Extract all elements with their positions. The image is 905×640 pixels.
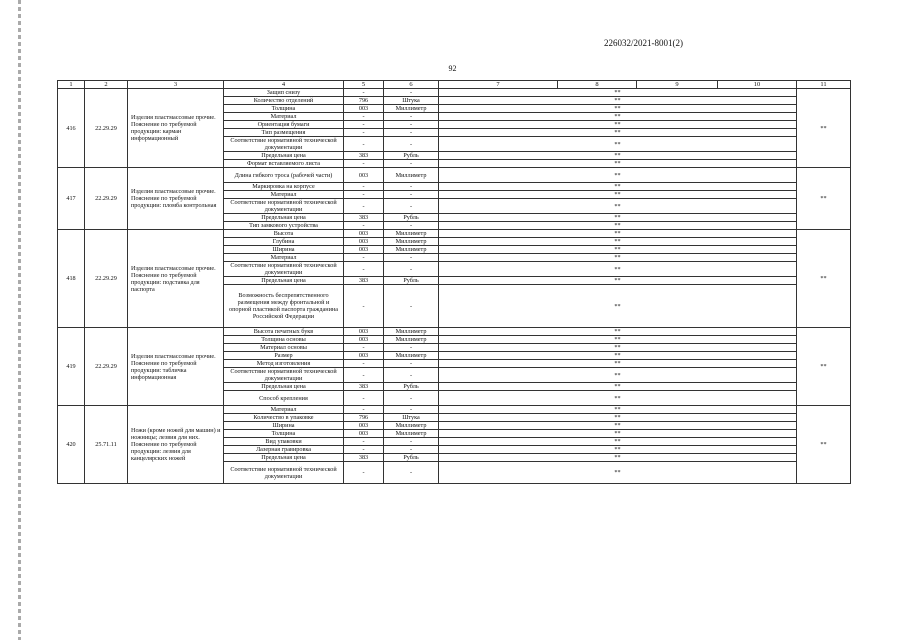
unit-name: -: [384, 438, 439, 446]
okei-code: 003: [344, 422, 384, 430]
okei-code: -: [344, 89, 384, 97]
characteristic-value: **: [439, 336, 797, 344]
unit-name: Рубль: [384, 152, 439, 160]
okei-code: -: [344, 254, 384, 262]
characteristic-name: Толщина: [224, 105, 344, 113]
unit-name: -: [384, 191, 439, 199]
note-cell: **: [797, 230, 851, 328]
unit-name: -: [384, 446, 439, 454]
product-name: Изделия пластмассовые прочие. Пояснение по требуемой продукции: карман информационный: [128, 89, 224, 168]
okei-code: -: [344, 360, 384, 368]
unit-name: -: [384, 391, 439, 406]
okei-code: -: [344, 344, 384, 352]
okei-code: 003: [344, 352, 384, 360]
characteristic-value: **: [439, 414, 797, 422]
document-number: 226032/2021-8001(2): [604, 38, 683, 48]
unit-name: Миллиметр: [384, 336, 439, 344]
header-cell: 8: [558, 81, 637, 89]
unit-name: Штука: [384, 97, 439, 105]
okei-code: -: [344, 191, 384, 199]
header-cell: 7: [439, 81, 558, 89]
table-row: [58, 168, 851, 183]
unit-name: Рубль: [384, 383, 439, 391]
characteristic-name: Материал: [224, 113, 344, 121]
okei-code: 383: [344, 214, 384, 222]
product-name: Изделия пластмассовые прочие. Пояснение по требуемой продукции: пломба контрольная: [128, 168, 224, 230]
characteristic-name: Вид упаковки: [224, 438, 344, 446]
page-number: 92: [448, 64, 457, 73]
unit-name: -: [384, 121, 439, 129]
characteristic-name: Защип снизу: [224, 89, 344, 97]
unit-name: -: [384, 262, 439, 277]
okei-code: 383: [344, 383, 384, 391]
header-cell: 11: [797, 81, 851, 89]
characteristic-value: **: [439, 191, 797, 199]
characteristic-name: Материал: [224, 191, 344, 199]
characteristic-value: **: [439, 230, 797, 238]
characteristic-value: **: [439, 214, 797, 222]
entry-number: 417: [58, 168, 85, 230]
characteristic-value: **: [439, 368, 797, 383]
entry-number: 420: [58, 406, 85, 484]
okei-code: -: [344, 183, 384, 191]
okei-code: -: [344, 368, 384, 383]
characteristic-name: Соответствие нормативной технической документации: [224, 262, 344, 277]
characteristic-name: Высота: [224, 230, 344, 238]
unit-name: -: [384, 222, 439, 230]
characteristic-value: **: [439, 238, 797, 246]
table-row: [58, 328, 851, 336]
characteristic-name: Высота печатных букв: [224, 328, 344, 336]
header-cell: 3: [128, 81, 224, 89]
characteristic-value: **: [439, 89, 797, 97]
unit-name: Миллиметр: [384, 238, 439, 246]
okei-code: -: [344, 160, 384, 168]
okei-code: -: [344, 113, 384, 121]
table-row: [58, 406, 851, 414]
okpd-code: 22.29.29: [85, 230, 128, 328]
characteristic-name: Предельная цена: [224, 277, 344, 285]
unit-name: Рубль: [384, 277, 439, 285]
okei-code: -: [344, 262, 384, 277]
entry-number: 419: [58, 328, 85, 406]
okei-code: -: [344, 222, 384, 230]
unit-name: -: [384, 183, 439, 191]
characteristic-value: **: [439, 113, 797, 121]
okei-code: 003: [344, 230, 384, 238]
okei-code: -: [344, 137, 384, 152]
okei-code: 796: [344, 414, 384, 422]
characteristic-value: **: [439, 137, 797, 152]
characteristic-name: Тип замкового устройства: [224, 222, 344, 230]
characteristic-name: Количество в упаковке: [224, 414, 344, 422]
okei-code: 003: [344, 238, 384, 246]
characteristic-name: Предельная цена: [224, 454, 344, 462]
characteristic-value: **: [439, 199, 797, 214]
characteristic-value: **: [439, 454, 797, 462]
characteristic-name: Соответствие нормативной технической документации: [224, 199, 344, 214]
okei-code: 003: [344, 105, 384, 113]
note-cell: **: [797, 406, 851, 484]
characteristic-value: **: [439, 360, 797, 368]
characteristic-value: **: [439, 462, 797, 484]
characteristic-value: **: [439, 430, 797, 438]
header-cell: 4: [224, 81, 344, 89]
header-cell: 2: [85, 81, 128, 89]
okei-code: -: [344, 462, 384, 484]
okei-code: 796: [344, 97, 384, 105]
unit-name: -: [384, 113, 439, 121]
unit-name: Рубль: [384, 454, 439, 462]
note-cell: **: [797, 168, 851, 230]
characteristic-name: Глубина: [224, 238, 344, 246]
unit-name: -: [384, 344, 439, 352]
characteristic-name: Предельная цена: [224, 383, 344, 391]
characteristic-value: **: [439, 446, 797, 454]
characteristic-name: Метод изготовления: [224, 360, 344, 368]
characteristic-name: Толщина основы: [224, 336, 344, 344]
header-cell: 10: [718, 81, 797, 89]
unit-name: Штука: [384, 414, 439, 422]
table-row: [58, 230, 851, 238]
okpd-code: 22.29.29: [85, 168, 128, 230]
unit-name: -: [384, 89, 439, 97]
characteristic-value: **: [439, 97, 797, 105]
characteristic-name: Количество отделений: [224, 97, 344, 105]
characteristic-name: Предельная цена: [224, 152, 344, 160]
unit-name: -: [384, 462, 439, 484]
okpd-code: 22.29.29: [85, 89, 128, 168]
unit-name: Миллиметр: [384, 230, 439, 238]
header-cell: 5: [344, 81, 384, 89]
unit-name: Рубль: [384, 214, 439, 222]
characteristic-name: Ширина: [224, 422, 344, 430]
specification-table: [57, 80, 851, 484]
characteristic-name: Ориентация бумаги: [224, 121, 344, 129]
characteristic-value: **: [439, 183, 797, 191]
characteristic-value: **: [439, 277, 797, 285]
okei-code: 003: [344, 430, 384, 438]
characteristic-value: **: [439, 222, 797, 230]
okei-code: -: [344, 438, 384, 446]
characteristic-value: **: [439, 391, 797, 406]
okei-code: -: [344, 121, 384, 129]
characteristic-name: Соответствие нормативной технической документации: [224, 462, 344, 484]
unit-name: Миллиметр: [384, 422, 439, 430]
okei-code: 383: [344, 152, 384, 160]
characteristic-value: **: [439, 121, 797, 129]
unit-name: Миллиметр: [384, 105, 439, 113]
okei-code: -: [344, 406, 384, 414]
characteristic-name: Маркировка на корпусе: [224, 183, 344, 191]
unit-name: -: [384, 360, 439, 368]
okei-code: -: [344, 129, 384, 137]
header-cell: 9: [637, 81, 718, 89]
okei-code: -: [344, 285, 384, 328]
unit-name: Миллиметр: [384, 246, 439, 254]
characteristic-value: **: [439, 352, 797, 360]
characteristic-name: Соответствие нормативной технической документации: [224, 137, 344, 152]
unit-name: -: [384, 137, 439, 152]
characteristic-name: Тип размещения: [224, 129, 344, 137]
okei-code: 383: [344, 454, 384, 462]
characteristic-name: Соответствие нормативной технической документации: [224, 368, 344, 383]
characteristic-value: **: [439, 246, 797, 254]
characteristic-value: **: [439, 152, 797, 160]
characteristic-name: Лазерная гравировка: [224, 446, 344, 454]
characteristic-value: **: [439, 168, 797, 183]
unit-name: -: [384, 254, 439, 262]
table-row: [58, 89, 851, 97]
characteristic-name: Способ крепления: [224, 391, 344, 406]
okpd-code: 25.71.11: [85, 406, 128, 484]
unit-name: -: [384, 406, 439, 414]
characteristic-value: **: [439, 422, 797, 430]
characteristic-value: **: [439, 344, 797, 352]
okei-code: 003: [344, 168, 384, 183]
entry-number: 416: [58, 89, 85, 168]
characteristic-value: **: [439, 105, 797, 113]
scan-edge-bar: [18, 0, 21, 640]
characteristic-name: Материал основы: [224, 344, 344, 352]
unit-name: Миллиметр: [384, 352, 439, 360]
unit-name: Миллиметр: [384, 430, 439, 438]
okei-code: 383: [344, 277, 384, 285]
characteristic-name: Толщина: [224, 430, 344, 438]
header-cell: 1: [58, 81, 85, 89]
header-row: [58, 81, 851, 89]
unit-name: Миллиметр: [384, 328, 439, 336]
characteristic-value: **: [439, 285, 797, 328]
unit-name: -: [384, 129, 439, 137]
okpd-code: 22.29.29: [85, 328, 128, 406]
characteristic-name: Материал: [224, 254, 344, 262]
characteristic-name: Ширина: [224, 246, 344, 254]
characteristic-value: **: [439, 160, 797, 168]
characteristic-name: Материал: [224, 406, 344, 414]
unit-name: Миллиметр: [384, 168, 439, 183]
product-name: Ножи (кроме ножей для машин) и ножницы; лезвия для них. Пояснение по требуемой продукции: лезвия для канцелярских ножей: [128, 406, 224, 484]
characteristic-name: Длина гибкого троса (рабочей части): [224, 168, 344, 183]
note-cell: **: [797, 89, 851, 168]
characteristic-value: **: [439, 262, 797, 277]
characteristic-value: **: [439, 406, 797, 414]
characteristic-value: **: [439, 438, 797, 446]
characteristic-value: **: [439, 129, 797, 137]
unit-name: -: [384, 368, 439, 383]
characteristic-name: Формат вставляемого листа: [224, 160, 344, 168]
okei-code: 003: [344, 246, 384, 254]
characteristic-name: Предельная цена: [224, 214, 344, 222]
okei-code: -: [344, 199, 384, 214]
okei-code: -: [344, 446, 384, 454]
entry-number: 418: [58, 230, 85, 328]
product-name: Изделия пластмассовые прочие. Пояснение по требуемой продукции: подставка для паспорта: [128, 230, 224, 328]
okei-code: 003: [344, 328, 384, 336]
product-name: Изделия пластмассовые прочие. Пояснение по требуемой продукции: табличка информационная: [128, 328, 224, 406]
characteristic-name: Размер: [224, 352, 344, 360]
characteristic-name: Возможность беспрепятственного размещения между фронтальной и опорной пластикой паспорта гражданина Российской Федерации: [224, 285, 344, 328]
characteristic-value: **: [439, 254, 797, 262]
unit-name: -: [384, 160, 439, 168]
characteristic-value: **: [439, 328, 797, 336]
header-cell: 6: [384, 81, 439, 89]
note-cell: **: [797, 328, 851, 406]
okei-code: 003: [344, 336, 384, 344]
characteristic-value: **: [439, 383, 797, 391]
okei-code: -: [344, 391, 384, 406]
unit-name: -: [384, 285, 439, 328]
unit-name: -: [384, 199, 439, 214]
